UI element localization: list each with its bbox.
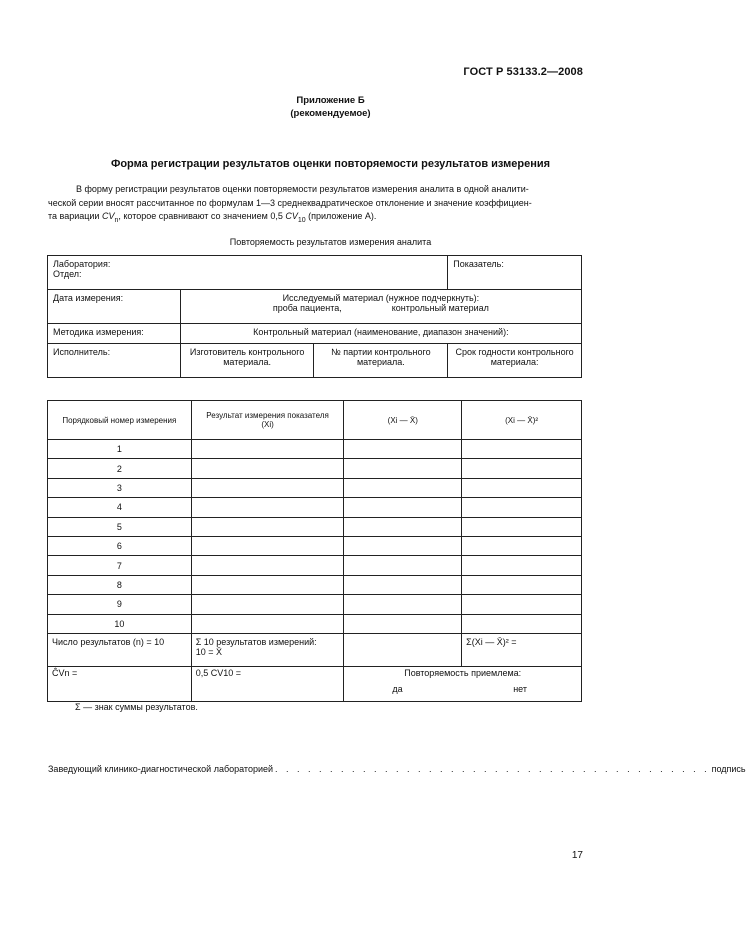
intro-text-c: (приложение А). xyxy=(305,211,377,221)
executor-label: Исполнитель: xyxy=(48,344,181,378)
form-title: Форма регистрации результатов оценки повторяемости результатов измерения xyxy=(110,158,551,170)
col-header-result-var: (Xi) xyxy=(261,420,274,429)
signature-label: Заведующий клинико-диагностической лабораторией xyxy=(48,764,274,774)
result-cell[interactable] xyxy=(191,459,344,478)
cv-subscript: n xyxy=(114,216,119,224)
deviation-sq-cell[interactable] xyxy=(462,498,582,517)
deviation-sq-cell[interactable] xyxy=(462,517,582,536)
table-row xyxy=(48,517,582,536)
expiry-cell[interactable]: Срок годности контрольного материала: xyxy=(448,344,582,378)
batch-cell[interactable]: № партии контрольного материала. xyxy=(314,344,448,378)
deviation-cell[interactable] xyxy=(344,595,462,614)
table-row xyxy=(48,614,582,633)
results-table xyxy=(47,400,582,702)
info-table xyxy=(47,255,582,378)
row-number: 8 xyxy=(48,575,192,594)
cv10-cell[interactable]: 0,5 CV10 = xyxy=(191,666,344,701)
deviation-sq-cell[interactable] xyxy=(462,614,582,633)
row-number: 4 xyxy=(48,498,192,517)
acceptance-label: Повторяемость приемлема: xyxy=(404,667,522,678)
deviation-cell[interactable] xyxy=(344,556,462,575)
deviation-cell[interactable] xyxy=(344,614,462,633)
standard-number: ГОСТ Р 53133.2—2008 xyxy=(463,66,583,78)
table-row xyxy=(48,556,582,575)
deviation-cell[interactable] xyxy=(344,498,462,517)
row-number: 7 xyxy=(48,556,192,575)
col-header-deviation-sq: (Xi — X̄)² xyxy=(462,401,582,440)
result-cell[interactable] xyxy=(191,575,344,594)
row-number: 2 xyxy=(48,459,192,478)
material-cell[interactable] xyxy=(180,290,581,324)
footnote: Σ — знак суммы результатов. xyxy=(75,702,198,712)
table-row xyxy=(48,498,582,517)
sum-cell[interactable] xyxy=(191,633,344,666)
deviation-cell[interactable] xyxy=(344,459,462,478)
deviation-sq-cell[interactable] xyxy=(462,536,582,555)
sum-text: Σ 10 результатов измерений: xyxy=(195,636,317,647)
row-number: 10 xyxy=(48,614,192,633)
deviation-sq-cell[interactable] xyxy=(462,575,582,594)
deviation-cell[interactable] xyxy=(344,536,462,555)
col-header-result xyxy=(191,401,344,440)
method-label: Методика измерения: xyxy=(48,324,181,344)
deviation-sq-cell[interactable] xyxy=(462,595,582,614)
date-label: Дата измерения: xyxy=(48,290,181,324)
intro-text-a: та вариации xyxy=(48,211,102,221)
yes-option[interactable]: да xyxy=(392,683,403,694)
table-row xyxy=(48,459,582,478)
cv10-subscript: 10 xyxy=(297,216,306,224)
appendix-title: Приложение Б xyxy=(296,95,365,106)
table-caption: Повторяемость результатов измерения аналита xyxy=(229,237,432,247)
signature-dots[interactable]: . . . . . . . . . . . . . . . . . . . . . . . . . . . . . . . . . . . . . . . . xyxy=(275,764,710,774)
intro-line-2: ческой серии вносят рассчитанное по формулам 1—3 среднеквадратическое отклонение и значение коэффициен- xyxy=(48,197,532,208)
appendix-status: (рекомендуемое) xyxy=(290,108,371,119)
deviation-sq-cell[interactable] xyxy=(462,478,582,497)
sum-sq-cell[interactable]: Σ(Xi — X̄)² = xyxy=(462,633,582,666)
intro-line-1: В форму регистрации результатов оценки повторяемости результатов измерения аналита в одной аналити- xyxy=(76,184,529,194)
sum-empty-cell[interactable] xyxy=(344,633,462,666)
deviation-cell[interactable] xyxy=(344,440,462,459)
table-row xyxy=(48,595,582,614)
deviation-cell[interactable] xyxy=(344,478,462,497)
result-cell[interactable] xyxy=(191,614,344,633)
dept-label: Отдел: xyxy=(53,269,82,279)
patient-sample-option[interactable]: проба пациента, xyxy=(272,303,342,313)
row-number: 6 xyxy=(48,536,192,555)
result-cell[interactable] xyxy=(191,478,344,497)
no-option[interactable]: нет xyxy=(513,683,527,694)
deviation-cell[interactable] xyxy=(344,575,462,594)
indicator-cell[interactable]: Показатель: xyxy=(448,256,582,290)
intro-text-b: , которое сравнивают со значением 0,5 xyxy=(118,211,286,221)
row-number: 9 xyxy=(48,595,192,614)
result-cell[interactable] xyxy=(191,498,344,517)
acceptance-cell[interactable] xyxy=(344,666,582,701)
signature-line xyxy=(48,764,746,774)
table-row xyxy=(48,575,582,594)
deviation-cell[interactable] xyxy=(344,517,462,536)
result-cell[interactable] xyxy=(191,517,344,536)
lab-label: Лаборатория: xyxy=(53,259,111,269)
col-header-number: Порядковый номер измерения xyxy=(48,401,192,440)
cv-symbol: CV xyxy=(101,211,115,221)
material-title: Исследуемый материал (нужное подчеркнуть): xyxy=(282,293,480,303)
deviation-sq-cell[interactable] xyxy=(462,440,582,459)
col-header-deviation: (Xi — X̄) xyxy=(344,401,462,440)
page-number: 17 xyxy=(571,850,583,861)
deviation-sq-cell[interactable] xyxy=(462,459,582,478)
row-number: 3 xyxy=(48,478,192,497)
row-number: 5 xyxy=(48,517,192,536)
manufacturer-cell[interactable]: Изготовитель контрольного материала. xyxy=(180,344,314,378)
table-row xyxy=(48,536,582,555)
cv-cell[interactable]: ĈVn = xyxy=(48,666,192,701)
col-header-result-text: Результат измерения показателя xyxy=(206,411,329,420)
intro-line-3 xyxy=(48,210,583,227)
count-cell: Число результатов (n) = 10 xyxy=(48,633,192,666)
signature-caption: подпись xyxy=(711,764,746,774)
intro-paragraph xyxy=(48,183,583,227)
cv10-symbol: CV xyxy=(285,211,298,221)
result-cell[interactable] xyxy=(191,536,344,555)
table-row xyxy=(48,440,582,459)
control-desc-cell[interactable]: Контрольный материал (наименование, диапазон значений): xyxy=(180,324,581,344)
mean-text: 10 = X̄ xyxy=(195,646,222,657)
lab-cell[interactable] xyxy=(48,256,448,290)
result-cell[interactable] xyxy=(191,440,344,459)
result-cell[interactable] xyxy=(191,556,344,575)
row-number: 1 xyxy=(48,440,192,459)
result-cell[interactable] xyxy=(191,595,344,614)
control-material-option[interactable]: контрольный материал xyxy=(391,303,489,313)
deviation-sq-cell[interactable] xyxy=(462,556,582,575)
table-row xyxy=(48,478,582,497)
